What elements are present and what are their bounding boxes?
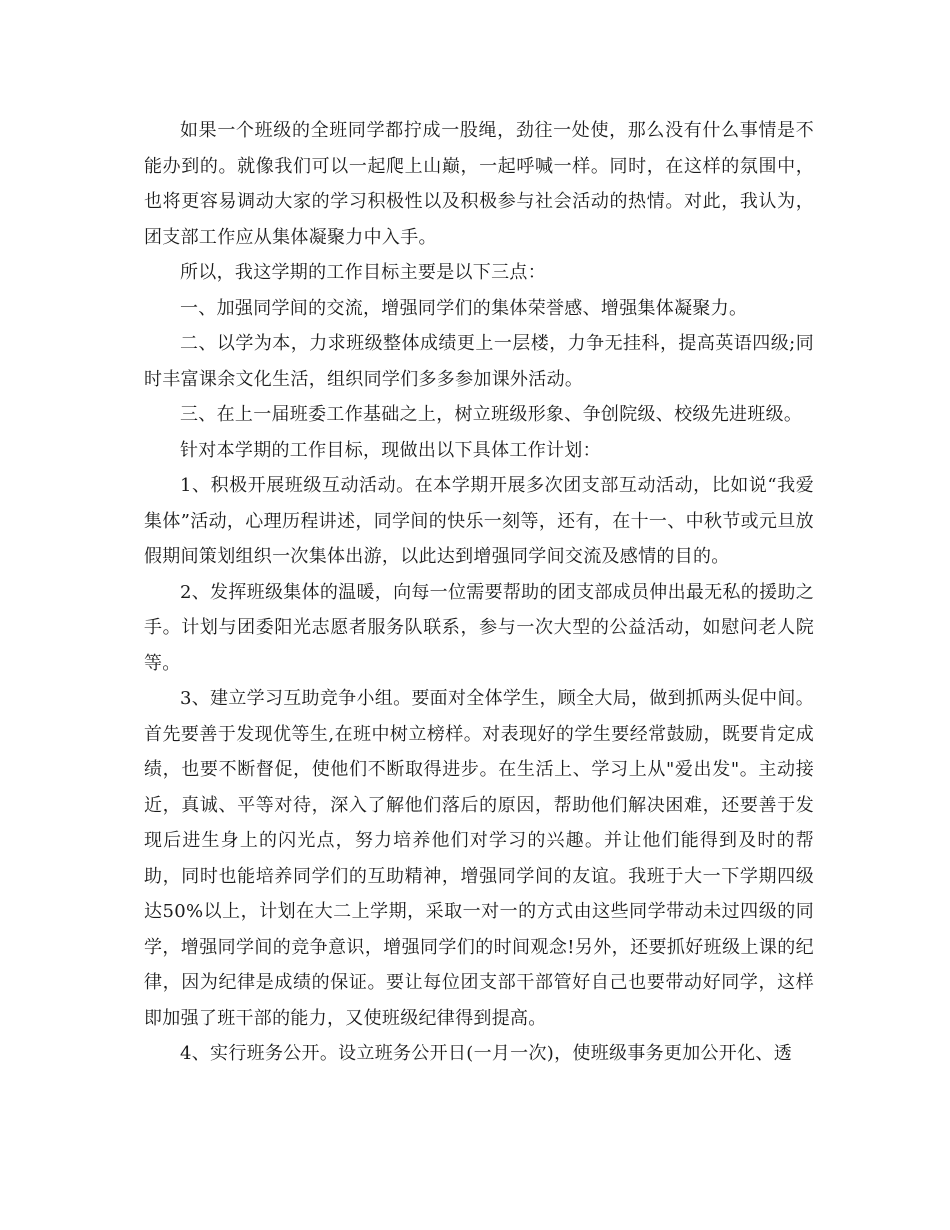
paragraph-goal-1: 一、加强同学间的交流，增强同学们的集体荣誉感、增强集体凝聚力。 bbox=[180, 297, 748, 319]
paragraph-plan-4: 4、实行班务公开。设立班务公开日(一月一次)，使班级事务更加公开化、透 bbox=[180, 1043, 792, 1064]
paragraph-plan-1: 1、积极开展班级互动活动。在本学期开展多次团支部互动活动，比如说“我爱集体”活动，心理历程讲述，同学间的快乐一刻等，还有，在十一、中秋节或元旦放假期间策划组织一次集体出游，以此达到增强同学间交流及感情的目的。 bbox=[144, 475, 814, 567]
paragraph-goal-3: 三、在上一届班委工作基础之上，树立班级形象、争创院级、校级先进班级。 bbox=[180, 404, 803, 425]
paragraph-goal-2: 二、以学为本，力求班级整体成绩更上一层楼，力争无挂科，提高英语四级;同时丰富课余文化生活，组织同学们多多参加课外活动。 bbox=[144, 333, 814, 390]
paragraph-plan-3: 3、建立学习互助竞争小组。要面对全体学生，顾全大局，做到抓两头促中间。首先要善于发现优等生,在班中树立榜样。对表现好的学生要经常鼓励，既要肯定成绩，也要不断督促，使他们不断取得进步。在生活上、学习上从"爱出发"。主动接近，真诚、平等对待，深入了解他们落后的原因，帮助他们解决困难，还要善于发现后进生身上的闪光点，努力培养他们对学习的兴趣。并让他们能得到及时的帮助，同时也能培养同学们的互助精神，增强同学间的友谊。我班于大一下学期四级达50%以上，计划在大二上学期，采取一对一的方式由这些同学带动未过四级的同学，增强同学间的竞争意识，增强同学们的时间观念!另外，还要抓好班级上课的纪律，因为纪律是成绩的保证。要让每位团支部干部管好自己也要带动好同学，这样即加强了班干部的能力，又使班级纪律得到提高。 bbox=[144, 688, 814, 1029]
paragraph-plan-2: 2、发挥班级集体的温暖，向每一位需要帮助的团支部成员伸出最无私的援助之手。计划与团委阳光志愿者服务队联系，参与一次大型的公益活动，如慰问老人院等。 bbox=[144, 581, 814, 674]
document-body bbox=[144, 113, 814, 1072]
paragraph-intro: 如果一个班级的全班同学都拧成一股绳，劲往一处使，那么没有什么事情是不能办到的。就像我们可以一起爬上山巅，一起呼喊一样。同时，在这样的氛围中，也将更容易调动大家的学习积极性以及积极参与社会活动的热情。对此，我认为，团支部工作应从集体凝聚力中入手。 bbox=[144, 120, 814, 248]
paragraph-goals-intro: 所以，我这学期的工作目标主要是以下三点： bbox=[180, 262, 546, 283]
paragraph-plan-intro: 针对本学期的工作目标，现做出以下具体工作计划： bbox=[180, 439, 601, 461]
